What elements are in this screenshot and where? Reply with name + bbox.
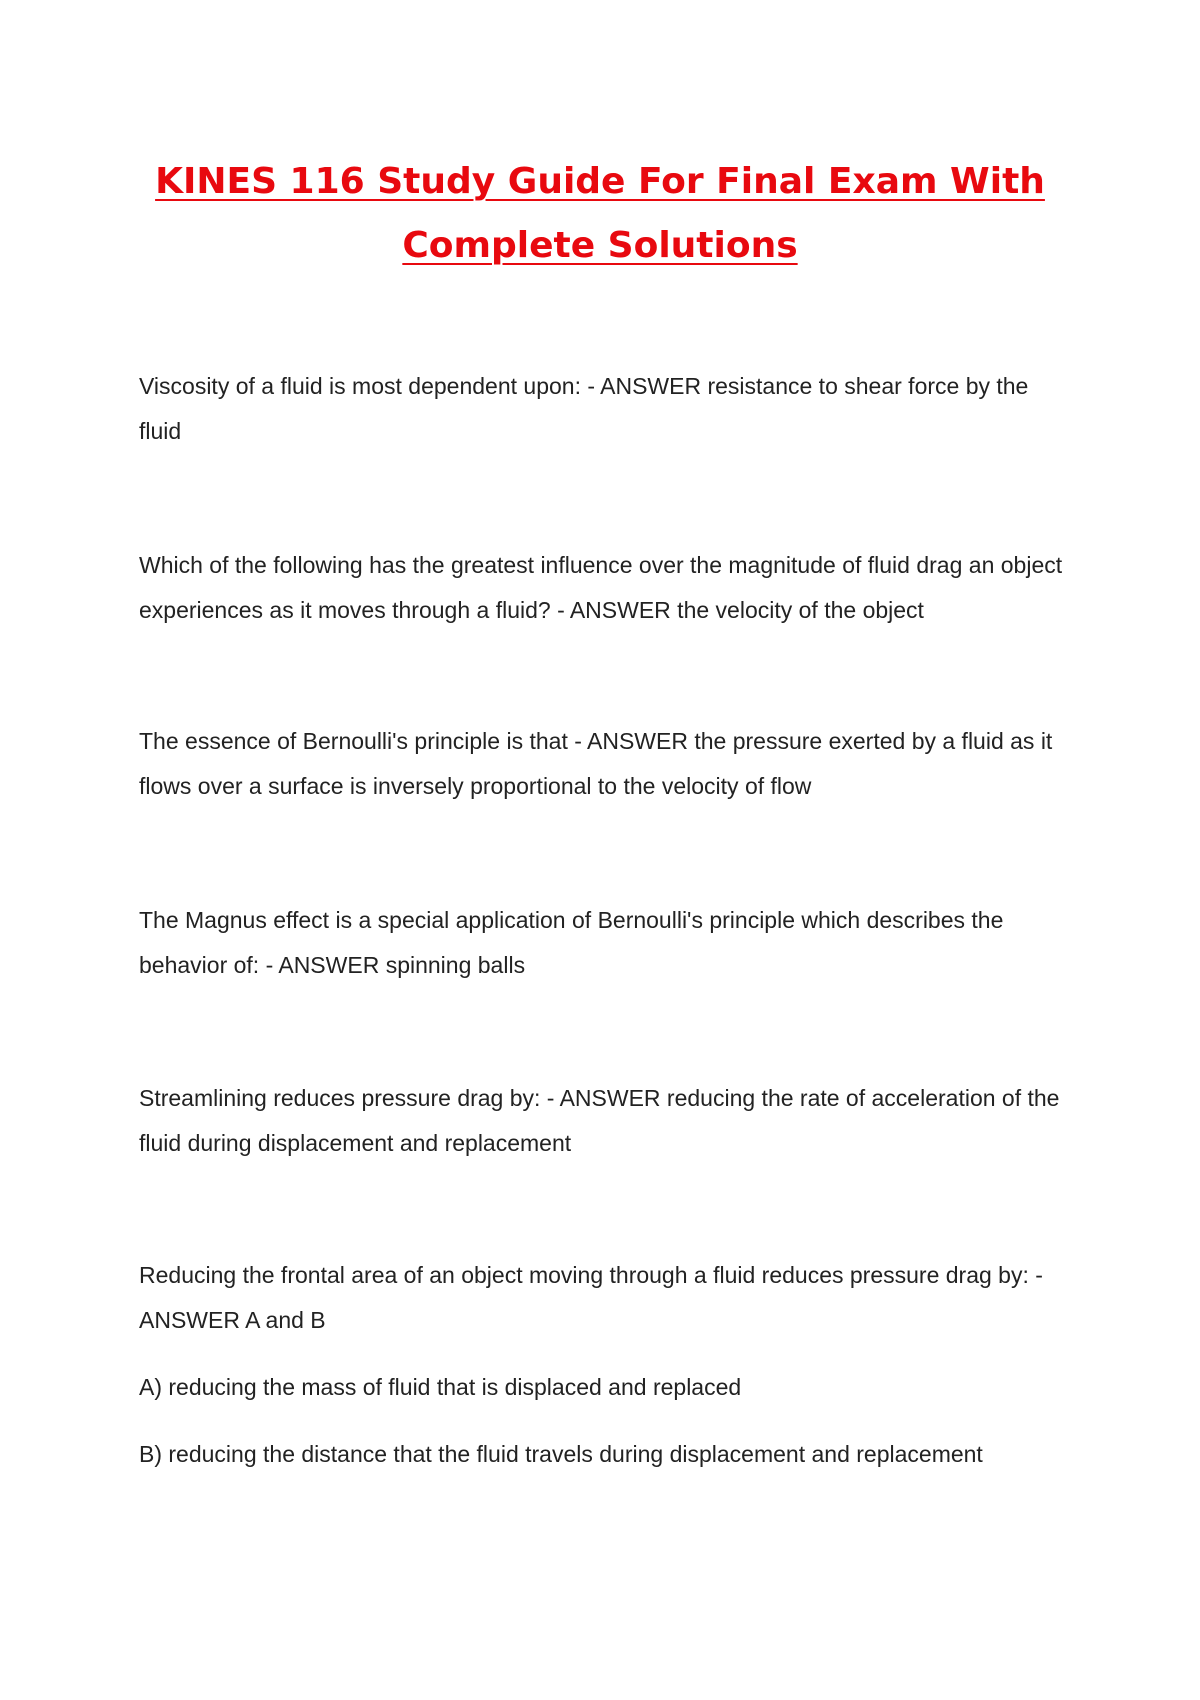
qa-item-fluid-drag: Which of the following has the greatest influence over the magnitude of fluid drag an object experiences as it moves through a fluid? - ANSWER the velocity of the object — [139, 552, 1063, 623]
qa-item-viscosity: Viscosity of a fluid is most dependent upon: - ANSWER resistance to shear force by the fluid — [139, 373, 1029, 444]
qa-item-streamlining: Streamlining reduces pressure drag by: - ANSWER reducing the rate of acceleration of the fluid during displacement and replacement — [139, 1085, 1060, 1156]
qa-item-magnus-effect: The Magnus effect is a special application of Bernoulli's principle which describes the behavior of: - ANSWER spinning balls — [139, 907, 1004, 978]
answer-option-b: B) reducing the distance that the fluid travels during displacement and replacement — [139, 1441, 983, 1467]
qa-item-bernoulli: The essence of Bernoulli's principle is that - ANSWER the pressure exerted by a fluid as it flows over a surface is inversely proportional to the velocity of flow — [139, 728, 1053, 799]
title-line-2: Complete Solutions — [402, 225, 798, 266]
document-title — [100, 150, 1100, 278]
qa-item-frontal-area: Reducing the frontal area of an object moving through a fluid reduces pressure drag by: - ANSWER A and B — [139, 1262, 1043, 1333]
title-line-1: KINES 116 Study Guide For Final Exam With — [155, 161, 1045, 202]
answer-option-a: A) reducing the mass of fluid that is displaced and replaced — [139, 1374, 742, 1400]
